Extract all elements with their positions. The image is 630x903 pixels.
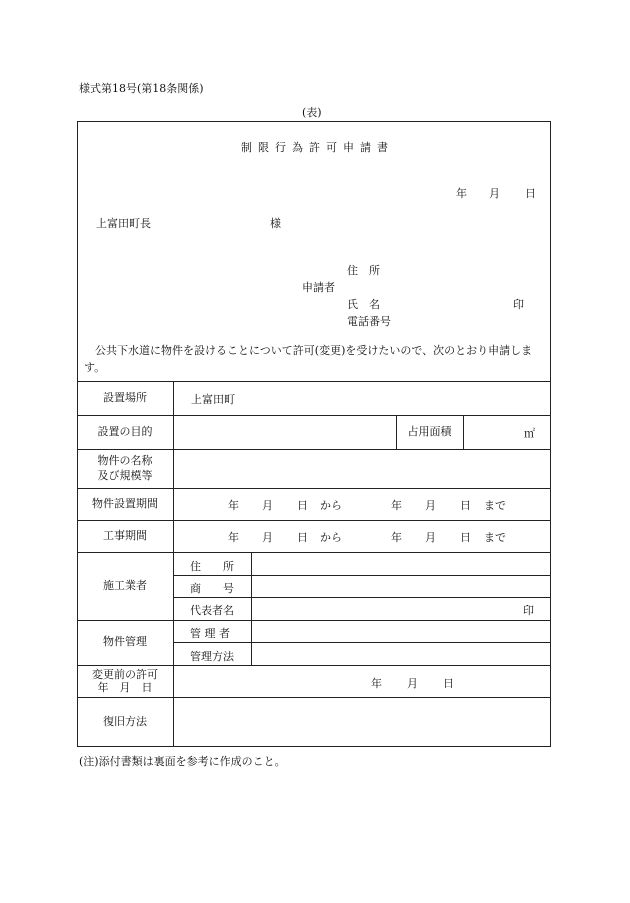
label-column-divider [173,381,174,747]
date-month: 月 [489,187,500,200]
contractor-trade-label: 商 号 [190,582,234,595]
contractor-rep-label: 代表者名 [190,604,234,617]
install-end-month: 月 [425,499,436,512]
construction-period-label: 工事期間 [103,528,147,542]
install-start-year: 年 [228,499,239,512]
row-divider [173,575,551,576]
construction-start-year: 年 [228,531,239,544]
install-end-day: 日 [460,499,471,512]
form-number: 様式第18号(第18条関係) [79,82,204,95]
manager-label: 管 理 者 [190,627,230,640]
construction-end-month: 月 [425,531,436,544]
area-unit: ㎡ [524,427,535,440]
construction-from: から [320,531,342,544]
prior-permit-year: 年 [371,677,382,690]
document-title: 制限行為許可申請書 [241,141,394,154]
construction-to: まで [484,531,506,544]
place-value: 上富田町 [191,393,235,406]
area-label: 占用面積 [407,424,452,438]
addressee: 上富田町長 [96,217,151,230]
construction-start-month: 月 [262,531,273,544]
prior-permit-month: 月 [407,677,418,690]
sublabel-column-divider [251,552,252,665]
row-divider [173,642,551,643]
contractor-label: 施工業者 [103,578,147,592]
contractor-address-label: 住 所 [190,560,234,573]
column-divider [463,415,464,449]
item-label: 物件の名称 及び規模等 [97,453,153,482]
contractor-seal: 印 [523,604,534,617]
application-body-text: 公共下水道に物件を設けることについて許可(変更)を受けたいので、次のとおり申請します。 [84,344,533,374]
purpose-label: 設置の目的 [97,424,153,438]
applicant-name-label: 氏 名 [347,298,380,311]
construction-end-day: 日 [460,531,471,544]
install-period-label: 物件設置期間 [92,496,158,510]
row-divider [173,597,551,598]
footnote: (注)添付書類は裏面を参考に作成のこと。 [79,755,286,768]
applicant-role-label: 申請者 [302,281,335,294]
install-end-year: 年 [391,499,402,512]
install-from: から [320,499,342,512]
applicant-address-label: 住 所 [347,264,380,277]
install-start-day: 日 [297,499,308,512]
install-start-month: 月 [262,499,273,512]
form-side-label: (表) [302,106,322,119]
date-day: 日 [525,187,536,200]
prior-permit-label: 変更前の許可 年 月 日 [92,667,158,694]
management-method-label: 管理方法 [190,650,234,663]
construction-start-day: 日 [297,531,308,544]
applicant-seal: 印 [513,298,524,311]
prior-permit-day: 日 [443,677,454,690]
date-year: 年 [456,187,467,200]
applicant-phone-label: 電話番号 [347,315,391,328]
restoration-label: 復旧方法 [103,714,147,728]
place-label: 設置場所 [103,390,147,404]
install-to: まで [484,499,506,512]
management-label: 物件管理 [103,635,147,649]
construction-end-year: 年 [391,531,402,544]
honorific: 様 [270,217,281,230]
